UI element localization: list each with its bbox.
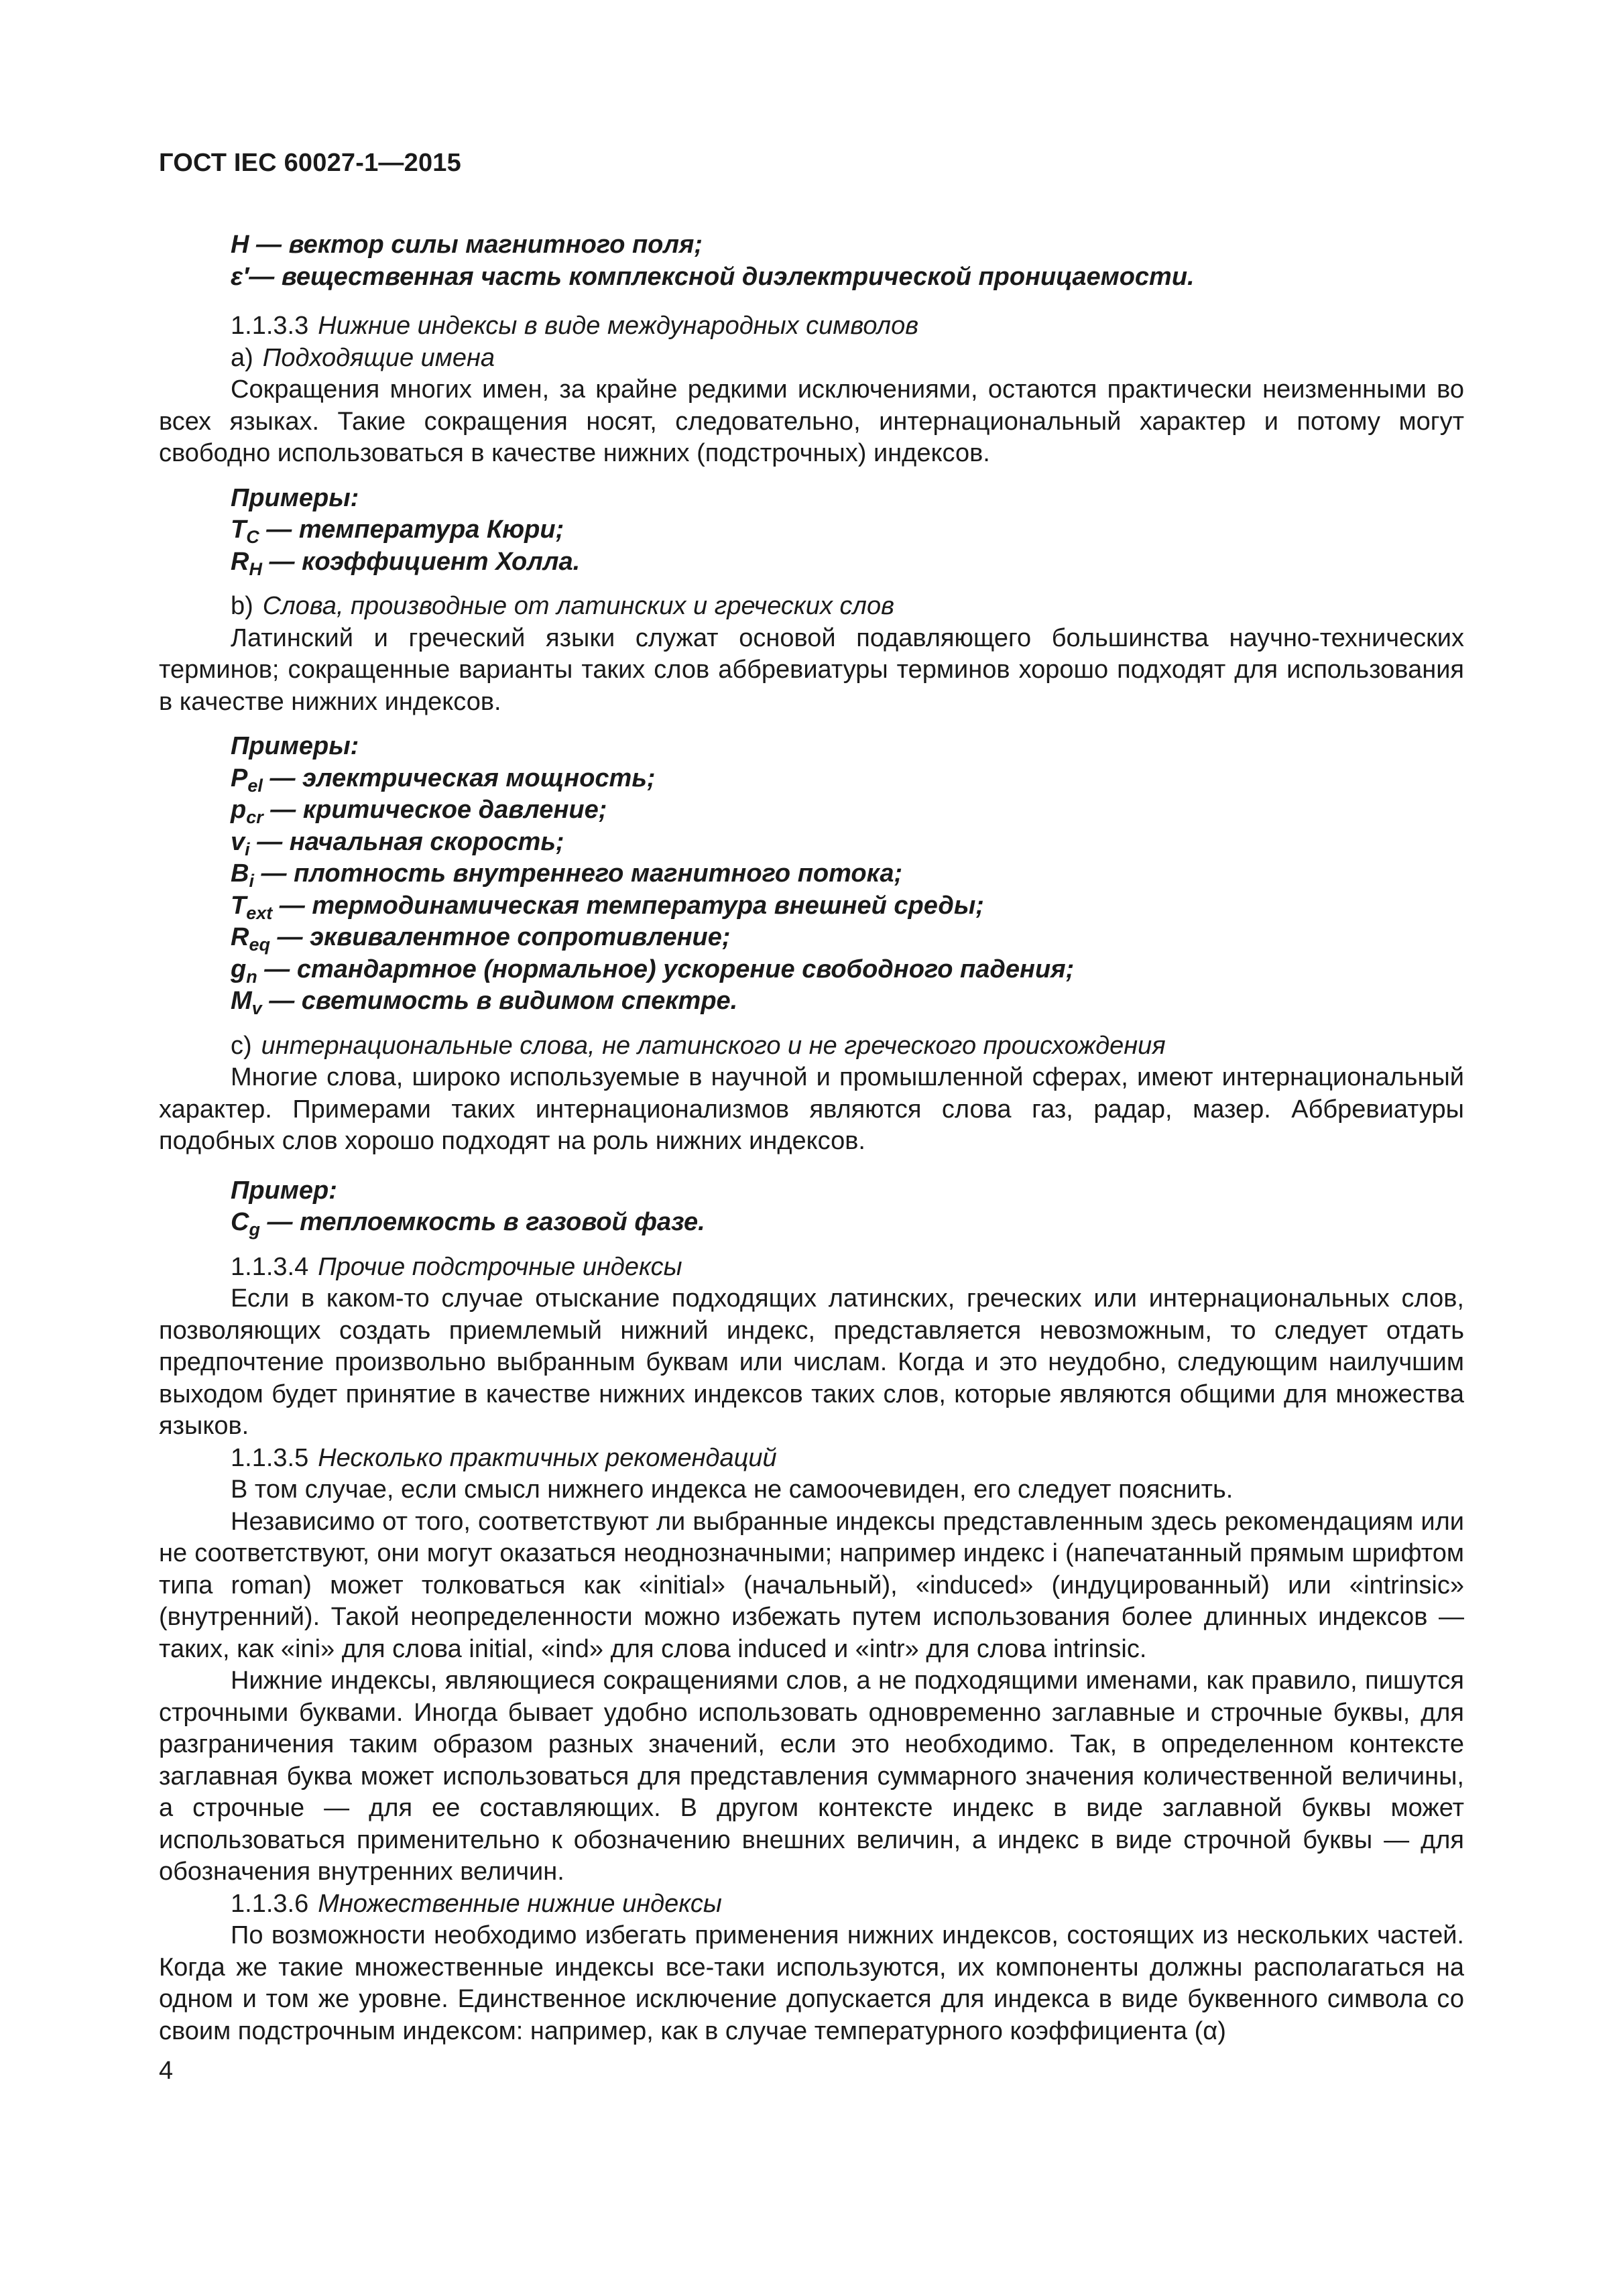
symbol: R <box>231 923 249 951</box>
example-text: — стандартное (нормальное) ускорение свободного падения; <box>257 955 1075 983</box>
subscript: C <box>246 527 259 547</box>
section-heading <box>159 1252 1464 1284</box>
subsection-title: Слова, производные от латинских и греческих слов <box>262 592 894 620</box>
examples-label: Примеры: <box>231 732 359 760</box>
subscript: i <box>245 839 250 859</box>
example-text: — эквивалентное сопротивление; <box>269 923 731 951</box>
section-number: 1.1.3.5 <box>231 1443 309 1472</box>
example-line <box>159 763 1464 795</box>
section-title: Несколько практичных рекомендаций <box>318 1443 777 1472</box>
example-line <box>159 794 1464 827</box>
subscript: H <box>249 558 262 579</box>
paragraph: По возможности необходимо избегать применения нижних индексов, состоящих из нескольких частей. Когда же такие множественные индексы все-таки используются, их компоненты должны располагаться на одном и том же уровне. Единственное исключение допускается для индекса в виде буквенного символа со своим подстрочным индексом: например, как в случае температурного коэффициента (α) <box>159 1921 1464 2045</box>
subsection-letter: c) <box>231 1031 252 1060</box>
section-number: 1.1.3.3 <box>231 312 309 340</box>
symbol: ε′ <box>231 262 249 291</box>
subscript: cr <box>246 807 263 827</box>
examples-label: Примеры: <box>231 483 359 512</box>
document-header: ГОСТ IEC 60027-1—2015 <box>159 149 461 177</box>
example-text: — электрическая мощность; <box>262 764 656 792</box>
example-line <box>159 827 1464 859</box>
subscript: g <box>249 1219 260 1240</box>
symbol: C <box>231 1208 249 1236</box>
definition-text: — вещественная часть комплексной диэлектрической проницаемости. <box>249 262 1195 291</box>
paragraph: Латинский и греческий языки служат основой подавляющего большинства научно-технических терминов; сокращенные варианты таких слов аббревиатуры терминов хорошо подходят для использования в качестве нижних индексов. <box>159 623 1464 716</box>
section-number: 1.1.3.4 <box>231 1252 309 1281</box>
example-line <box>159 1207 1464 1239</box>
example-text: — начальная скорость; <box>249 827 564 856</box>
section-title: Нижние индексы в виде международных символов <box>318 312 919 340</box>
document-body <box>159 229 1464 2047</box>
example-text: — критическое давление; <box>263 796 607 824</box>
example-line <box>159 546 1464 579</box>
example-text: — светимость в видимом спектре. <box>261 987 738 1015</box>
section-title: Прочие подстрочные индексы <box>318 1252 682 1281</box>
symbol: T <box>231 516 247 544</box>
paragraph: В том случае, если смысл нижнего индекса не самоочевиден, его следует пояснить. <box>231 1475 1234 1504</box>
example-line <box>159 858 1464 890</box>
subsection-heading <box>159 1030 1464 1063</box>
subsection-letter: a) <box>231 343 253 372</box>
symbol: T <box>231 891 247 920</box>
symbol: R <box>231 547 249 576</box>
subsection-title: интернациональные слова, не латинского и не греческого происхождения <box>261 1031 1166 1060</box>
subsection-heading <box>159 343 1464 375</box>
example-line <box>159 890 1464 922</box>
definition-line <box>159 229 1464 261</box>
subsection-heading <box>159 591 1464 623</box>
example-text: — температура Кюри; <box>259 516 564 544</box>
example-text: — теплоемкость в газовой фазе. <box>259 1208 705 1236</box>
section-number: 1.1.3.6 <box>231 1889 309 1918</box>
symbol: P <box>231 764 248 792</box>
subscript: eq <box>249 934 270 955</box>
paragraph: Сокращения многих имен, за крайне редкими исключениями, остаются практически неизменными во всех языках. Такие сокращения носят, следовательно, интернациональный характер и потому могут свободно использоваться в качестве нижних (подстрочных) индексов. <box>159 375 1464 467</box>
symbol: B <box>231 859 249 888</box>
paragraph: Если в каком-то случае отыскание подходящих латинских, греческих или интернациональных слов, позволяющих создать приемлемый нижний индекс, представляется невозможным, то следует отдать предпочтение произвольно выбранным буквам или числам. Когда и это неудобно, следующим наилучшим выходом будет принятие в качестве нижних индексов таких слов, которые являются общими для множества языков. <box>159 1284 1464 1440</box>
symbol: g <box>231 955 247 983</box>
section-title: Множественные нижние индексы <box>318 1889 722 1918</box>
symbol: v <box>231 827 245 856</box>
symbol: H <box>231 231 249 259</box>
subscript: n <box>246 966 257 987</box>
paragraph: Независимо от того, соответствуют ли выбранные индексы представленным здесь рекомендациям или не соответствуют, они могут оказаться неоднозначными; например индекс i (напечатанный прямым шрифтом типа roman) может толковаться как «initial» (начальный), «induced» (индуцированный) или «intrinsic» (внутренний). Такой неопределенности можно избежать путем использования более длинных индексов — таких, как «ini» для слова initial, «ind» для слова induced и «intr» для слова intrinsic. <box>159 1507 1464 1663</box>
example-line <box>159 985 1464 1018</box>
example-line <box>159 954 1464 986</box>
definition-text: — вектор силы магнитного поля; <box>249 231 703 259</box>
paragraph: Нижние индексы, являющиеся сокращениями слов, а не подходящими именами, как правило, пишутся строчными буквами. Иногда бывает удобно использовать одновременно заглавные и строчные буквы, для разграничения таким образом разных значений, если это необходимо. Так, в определенном контексте заглавная буква может использоваться для представления суммарного значения количественной величины, а строчные — для ее составляющих. В другом контексте индекс в виде заглавной буквы может использоваться применительно к обозначению внешних величин, а индекс в виде строчной буквы — для обозначения внутренних величин. <box>159 1667 1464 1886</box>
subsection-letter: b) <box>231 592 253 620</box>
section-heading <box>159 310 1464 343</box>
example-text: — коэффициент Холла. <box>261 547 581 576</box>
subsection-title: Подходящие имена <box>262 343 495 372</box>
symbol: M <box>231 987 252 1015</box>
subscript: ext <box>246 902 273 923</box>
example-text: — плотность внутреннего магнитного потока; <box>253 859 903 888</box>
example-text: — термодинамическая температура внешней среды; <box>272 891 984 920</box>
subscript: i <box>249 871 254 891</box>
subscript: el <box>247 775 263 796</box>
definition-line <box>159 261 1464 294</box>
section-heading <box>159 1443 1464 1475</box>
paragraph: Многие слова, широко используемые в научной и промышленной сферах, имеют интернациональный характер. Примерами таких интернационализмов являются слова газ, радар, мазер. Аббревиатуры подобных слов хорошо подходят на роль нижних индексов. <box>159 1063 1464 1155</box>
example-line <box>159 922 1464 954</box>
section-heading <box>159 1888 1464 1921</box>
symbol: p <box>231 796 247 824</box>
subscript: v <box>251 998 262 1018</box>
page-number: 4 <box>159 2057 174 2085</box>
example-line <box>159 514 1464 546</box>
examples-label: Пример: <box>231 1176 337 1205</box>
